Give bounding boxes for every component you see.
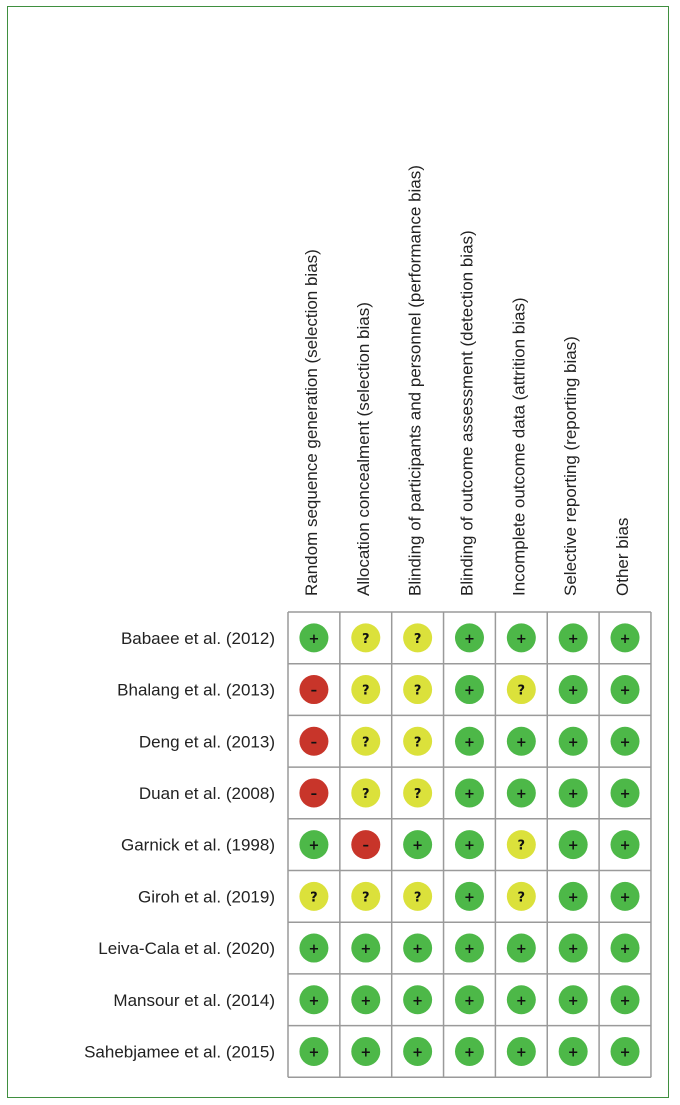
rating-unclear-icon xyxy=(507,675,536,704)
rating-unclear-icon xyxy=(351,778,380,807)
rating-low-icon xyxy=(455,727,484,756)
rating-low-icon xyxy=(611,675,640,704)
rating-symbol: + xyxy=(515,1045,527,1061)
column-label: Random sequence generation (selection bias) xyxy=(301,249,321,596)
rating-low-icon xyxy=(455,675,484,704)
study-label: Deng et al. (2013) xyxy=(138,732,275,752)
rating-low-icon xyxy=(507,1037,536,1066)
rating-symbol: + xyxy=(360,993,372,1009)
rating-cells xyxy=(299,623,639,1066)
rating-symbol: + xyxy=(464,631,475,647)
rating-unclear-icon xyxy=(351,727,380,756)
rating-symbol: + xyxy=(567,786,579,802)
rating-low-icon xyxy=(559,934,588,963)
rating-unclear-icon xyxy=(403,675,432,704)
rating-low-icon xyxy=(611,623,640,652)
rating-low-icon xyxy=(455,623,484,652)
rating-symbol: + xyxy=(567,1045,579,1061)
rating-low-icon xyxy=(455,1037,484,1066)
rating-high-icon xyxy=(299,778,328,807)
rating-symbol: + xyxy=(567,735,579,751)
rating-symbol: + xyxy=(308,942,320,958)
rating-unclear-icon xyxy=(403,623,432,652)
rating-symbol: ? xyxy=(413,631,422,647)
rating-symbol: ? xyxy=(310,890,318,906)
rating-unclear-icon xyxy=(299,882,328,911)
rating-symbol: + xyxy=(619,838,631,854)
rating-low-icon xyxy=(559,675,588,704)
study-label: Garnick et al. (1998) xyxy=(120,835,275,855)
rating-low-icon xyxy=(455,985,484,1014)
study-label: Mansour et al. (2014) xyxy=(113,990,275,1010)
rating-low-icon xyxy=(455,830,484,859)
column-label: Other bias xyxy=(613,517,633,596)
rating-symbol: + xyxy=(412,993,424,1009)
rating-symbol: – xyxy=(310,786,318,802)
rating-symbol: + xyxy=(464,1045,475,1061)
rating-symbol: ? xyxy=(362,683,370,699)
rating-symbol: + xyxy=(567,942,579,958)
rating-low-icon xyxy=(299,934,328,963)
rating-unclear-icon xyxy=(507,882,536,911)
rating-low-icon xyxy=(611,985,640,1014)
rating-symbol: + xyxy=(360,942,372,958)
rating-low-icon xyxy=(559,1037,588,1066)
rating-high-icon xyxy=(351,830,380,859)
rating-unclear-icon xyxy=(403,778,432,807)
rating-low-icon xyxy=(455,882,484,911)
rating-symbol: + xyxy=(464,993,475,1009)
column-label: Selective reporting (reporting bias) xyxy=(561,336,581,596)
study-label: Bhalang et al. (2013) xyxy=(117,680,275,700)
row-labels xyxy=(84,629,275,1062)
rating-symbol: ? xyxy=(413,683,422,699)
rating-low-icon xyxy=(351,1037,380,1066)
column-label: Blinding of outcome assessment (detection bias) xyxy=(457,230,477,596)
rating-high-icon xyxy=(299,675,328,704)
rating-low-icon xyxy=(299,1037,328,1066)
rating-low-icon xyxy=(611,830,640,859)
rating-low-icon xyxy=(559,985,588,1014)
rating-low-icon xyxy=(611,934,640,963)
rating-symbol: + xyxy=(619,890,631,906)
study-label: Babaee et al. (2012) xyxy=(120,628,275,648)
rating-low-icon xyxy=(455,934,484,963)
rating-symbol: + xyxy=(464,786,475,802)
rating-symbol: + xyxy=(308,838,320,854)
rating-low-icon xyxy=(559,882,588,911)
rating-symbol: + xyxy=(515,993,527,1009)
study-label: Leiva-Cala et al. (2020) xyxy=(98,939,275,959)
rating-symbol: + xyxy=(567,631,579,647)
study-label: Giroh et al. (2019) xyxy=(137,887,275,907)
rating-symbol: + xyxy=(412,838,424,854)
rating-symbol: + xyxy=(619,993,631,1009)
rating-symbol: + xyxy=(619,1045,631,1061)
rating-symbol: + xyxy=(567,838,579,854)
rating-symbol: + xyxy=(515,786,527,802)
rating-unclear-icon xyxy=(403,727,432,756)
rating-low-icon xyxy=(611,882,640,911)
rating-symbol: – xyxy=(362,838,370,854)
rating-low-icon xyxy=(351,934,380,963)
rating-symbol: + xyxy=(567,683,579,699)
rating-unclear-icon xyxy=(507,830,536,859)
rating-symbol: + xyxy=(308,993,320,1009)
rating-symbol: + xyxy=(412,1045,424,1061)
study-label: Sahebjamee et al. (2015) xyxy=(84,1042,275,1062)
rating-low-icon xyxy=(507,727,536,756)
rating-low-icon xyxy=(559,830,588,859)
rating-symbol: ? xyxy=(517,838,526,854)
rating-symbol: + xyxy=(464,890,475,906)
rating-symbol: + xyxy=(515,942,527,958)
column-label: Incomplete outcome data (attrition bias) xyxy=(509,297,529,596)
rating-symbol: ? xyxy=(413,890,422,906)
rating-symbol: ? xyxy=(517,683,526,699)
rating-symbol: + xyxy=(515,735,527,751)
rating-low-icon xyxy=(559,727,588,756)
rating-symbol: ? xyxy=(362,786,370,802)
rating-low-icon xyxy=(611,1037,640,1066)
rating-symbol: + xyxy=(619,735,631,751)
rating-symbol: + xyxy=(619,683,631,699)
rating-symbol: ? xyxy=(362,735,370,751)
rating-low-icon xyxy=(507,778,536,807)
rating-symbol: + xyxy=(515,631,527,647)
rating-symbol: ? xyxy=(362,631,370,647)
rating-symbol: ? xyxy=(413,735,422,751)
rating-symbol: ? xyxy=(413,786,422,802)
column-label: Allocation concealment (selection bias) xyxy=(353,302,373,596)
column-label: Blinding of participants and personnel (performance bias) xyxy=(405,165,425,596)
rating-unclear-icon xyxy=(403,882,432,911)
rating-low-icon xyxy=(559,778,588,807)
rating-symbol: + xyxy=(464,942,475,958)
rating-low-icon xyxy=(403,1037,432,1066)
rating-low-icon xyxy=(507,934,536,963)
rating-low-icon xyxy=(299,830,328,859)
rating-symbol: ? xyxy=(362,890,370,906)
rating-symbol: + xyxy=(464,735,475,751)
rating-low-icon xyxy=(403,830,432,859)
rating-low-icon xyxy=(611,727,640,756)
rating-low-icon xyxy=(351,985,380,1014)
rating-low-icon xyxy=(559,623,588,652)
rating-symbol: + xyxy=(308,631,320,647)
rating-low-icon xyxy=(299,623,328,652)
rating-unclear-icon xyxy=(351,623,380,652)
rating-low-icon xyxy=(507,623,536,652)
rating-symbol: – xyxy=(310,735,318,751)
rating-low-icon xyxy=(455,778,484,807)
rating-symbol: + xyxy=(464,838,475,854)
rating-symbol: – xyxy=(310,683,318,699)
rating-unclear-icon xyxy=(351,675,380,704)
rating-symbol: + xyxy=(464,683,475,699)
rating-symbol: ? xyxy=(517,890,526,906)
rating-low-icon xyxy=(403,985,432,1014)
rating-low-icon xyxy=(611,778,640,807)
rating-symbol: + xyxy=(567,890,579,906)
rating-low-icon xyxy=(507,985,536,1014)
rating-symbol: + xyxy=(360,1045,372,1061)
rating-low-icon xyxy=(299,985,328,1014)
rating-unclear-icon xyxy=(351,882,380,911)
rating-symbol: + xyxy=(567,993,579,1009)
rating-symbol: + xyxy=(619,631,631,647)
rating-high-icon xyxy=(299,727,328,756)
rating-symbol: + xyxy=(308,1045,320,1061)
rating-symbol: + xyxy=(619,942,631,958)
rating-low-icon xyxy=(403,934,432,963)
rating-symbol: + xyxy=(412,942,424,958)
rating-symbol: + xyxy=(619,786,631,802)
column-labels xyxy=(302,165,632,596)
study-label: Duan et al. (2008) xyxy=(138,783,275,803)
